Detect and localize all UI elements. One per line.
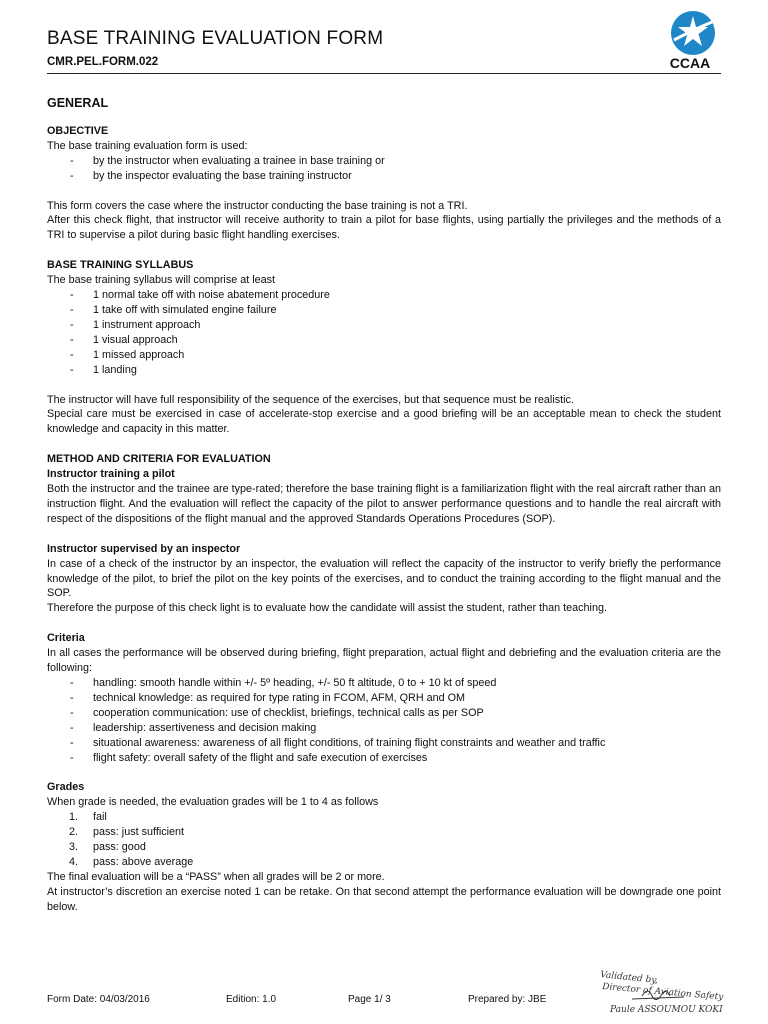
- list-item: - situational awareness: awareness of all flight conditions, of training flight constraints and weather and traffic: [47, 736, 721, 751]
- syllabus-intro: The base training syllabus will comprise at least: [47, 274, 276, 287]
- list-item: [47, 810, 721, 825]
- list-number: 2.: [69, 826, 79, 839]
- list-item: [47, 840, 721, 855]
- list-item: - technical knowledge: as required for type rating in FCOM, AFM, QRH and OM: [47, 691, 721, 706]
- form-reference: CMR.PEL.FORM.022: [47, 56, 159, 68]
- ccaa-logo-icon: [670, 10, 716, 56]
- method-heading: METHOD AND CRITERIA FOR EVALUATION: [47, 453, 271, 466]
- list-text: fail: [93, 811, 107, 824]
- logo-text: CCAA: [669, 55, 711, 71]
- paragraph: Therefore the purpose of this check light is to evaluate how the candidate will assist the student, rather than teaching.: [47, 602, 607, 615]
- objective-heading: OBJECTIVE: [47, 124, 109, 137]
- paragraph: Both the instructor and the trainee are type-rated; therefore the base training flight is a familiarization flight with the real aircraft rather than an instruction flight. And the evaluation will reflect the capacity of the pilot to answer performance questions and to handle the real aircraft with respect of the dispositions of the flight manual and the approved Standards Operations Procedures (SOP).: [47, 483, 721, 525]
- list-item: - by the inspector evaluating the base training instructor: [47, 169, 721, 184]
- svg-text:Validated by,: Validated by,: [599, 970, 659, 987]
- paragraph: In case of a check of the instructor by an inspector, the evaluation will reflect the capacity of the instructor to verify briefly the performance knowledge of the pilot, to brief the pilot on the key points of the exercises, and to conduct the training according to the flight manual and the SOP.: [47, 557, 721, 600]
- objective-intro: The base training evaluation form is used:: [47, 139, 248, 152]
- document-body: [47, 96, 721, 915]
- form-title: BASE TRAINING EVALUATION FORM: [47, 28, 384, 49]
- criteria-list: [47, 676, 721, 765]
- list-text: pass: good: [93, 841, 146, 854]
- list-number: 4.: [69, 855, 79, 868]
- list-item: - 1 take off with simulated engine failure: [47, 303, 721, 318]
- list-item: - 1 missed approach: [47, 348, 721, 363]
- list-text: pass: above average: [93, 855, 194, 868]
- footer-form-date: Form Date: 04/03/2016: [47, 994, 150, 1005]
- paragraph: This form covers the case where the instructor conducting the base training is not a TRI.: [47, 199, 468, 212]
- paragraph: The instructor will have full responsibility of the sequence of the exercises, but that sequence must be realistic.: [47, 393, 574, 406]
- grades-intro: When grade is needed, the evaluation grades will be 1 to 4 as follows: [47, 796, 379, 809]
- subheading: Instructor supervised by an inspector: [47, 542, 241, 555]
- list-item: - leadership: assertiveness and decision making: [47, 721, 721, 736]
- syllabus-heading: BASE TRAINING SYLLABUS: [47, 259, 194, 272]
- footer-prepared-by: Prepared by: JBE: [468, 994, 547, 1005]
- grades-list: [47, 810, 721, 870]
- grades-heading: Grades: [47, 781, 85, 794]
- criteria-intro: In all cases the performance will be observed during briefing, flight preparation, actual flight and debriefing and the evaluation criteria are the following:: [47, 647, 721, 675]
- svg-text:Director of Aviation Safety: Director of Aviation Safety: [601, 982, 724, 1003]
- footer-edition: Edition: 1.0: [226, 994, 277, 1005]
- general-heading: GENERAL: [47, 96, 109, 110]
- signature-stamp: [592, 966, 727, 1016]
- list-item: [47, 825, 721, 840]
- list-item: - flight safety: overall safety of the flight and safe execution of exercises: [47, 751, 721, 766]
- header-rule: [47, 73, 721, 74]
- criteria-heading: Criteria: [47, 632, 85, 645]
- footer-page: Page 1/ 3: [348, 994, 391, 1005]
- paragraph: The final evaluation will be a “PASS” when all grades will be 2 or more.: [47, 870, 385, 883]
- list-item: [47, 855, 721, 870]
- list-item: - 1 normal take off with noise abatement procedure: [47, 288, 721, 303]
- handwritten-signature-icon: [592, 966, 727, 1016]
- list-number: 1.: [69, 811, 79, 824]
- list-item: - handling: smooth handle within +/- 5º heading, +/- 50 ft altitude, 0 to + 10 kt of speed: [47, 676, 721, 691]
- subheading: Instructor training a pilot: [47, 468, 175, 481]
- list-item: - 1 instrument approach: [47, 318, 721, 333]
- list-item: - by the instructor when evaluating a trainee in base training or: [47, 154, 721, 169]
- list-item: - 1 visual approach: [47, 333, 721, 348]
- list-number: 3.: [69, 841, 79, 854]
- objective-list: [47, 154, 721, 184]
- list-item: - 1 landing: [47, 363, 721, 378]
- syllabus-list: [47, 288, 721, 377]
- paragraph: After this check flight, that instructor will receive authority to train a pilot for base flights, using partially the privileges and the methods of a TRI to supervise a pilot during basic flight handling exercises.: [47, 214, 721, 242]
- paragraph: Special care must be exercised in case of accelerate-stop exercise and a good briefing will be an acceptable mean to check the student knowledge and capacity in this matter.: [47, 408, 721, 436]
- list-item: - cooperation communication: use of checklist, briefings, technical calls as per SOP: [47, 706, 721, 721]
- paragraph: At instructor’s discretion an exercise noted 1 can be retake. On that second attempt the performance evaluation will be downgrade one point below.: [47, 885, 721, 913]
- list-text: pass: just sufficient: [93, 826, 185, 839]
- svg-text:Paule ASSOUMOU KOKI: Paule ASSOUMOU KOKI: [610, 1005, 723, 1015]
